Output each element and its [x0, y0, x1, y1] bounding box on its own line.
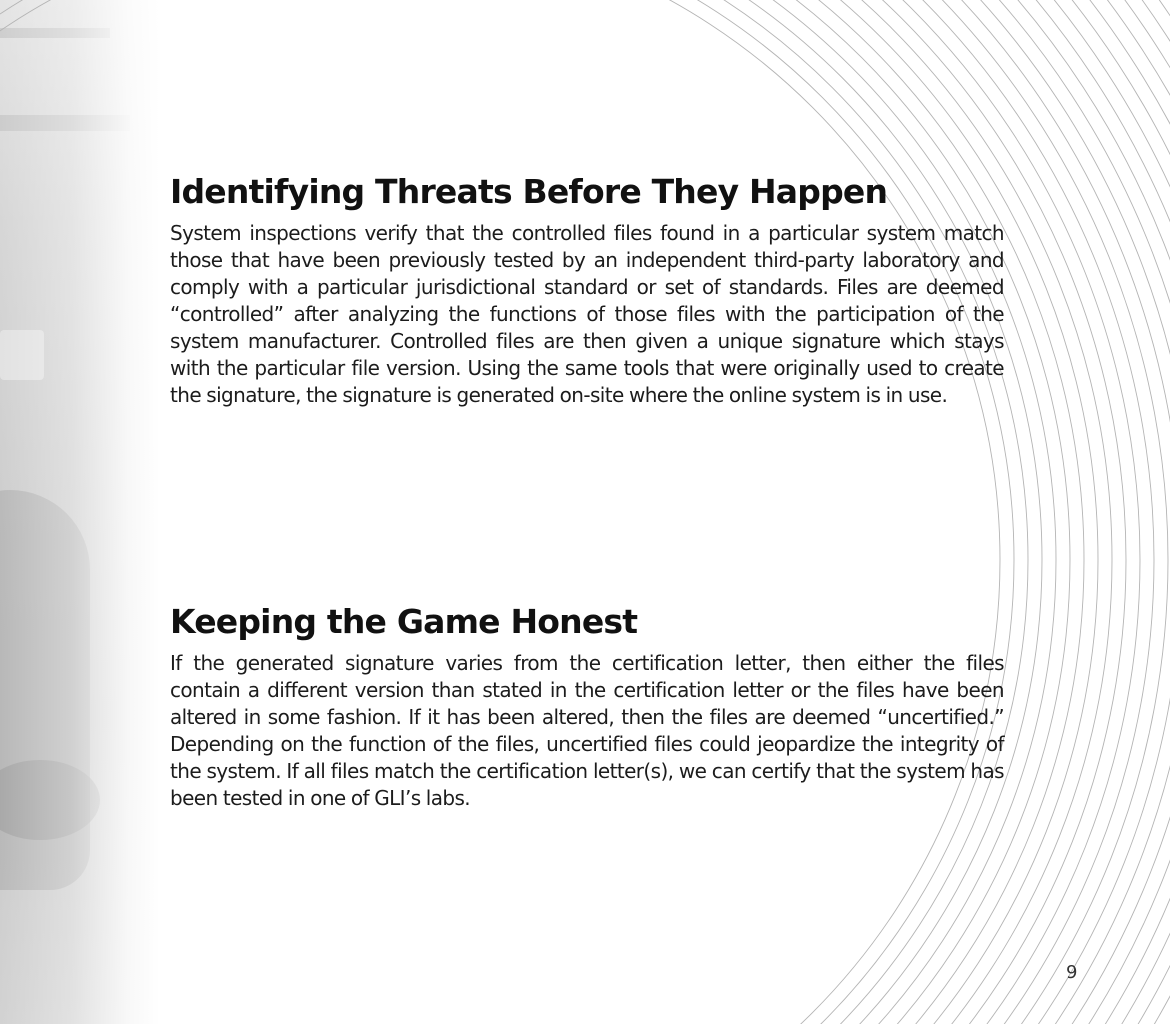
- section-identifying-threats: [170, 170, 1004, 409]
- section-heading: Identifying Threats Before They Happen: [170, 172, 888, 211]
- page-number: 9: [1066, 962, 1078, 983]
- section-heading: Keeping the Game Honest: [170, 602, 638, 641]
- section-body: If the generated signature varies from the certification letter, then either the files contain a different version than stated in the certification letter or the files have been altered in some fashion. If it has been altered, then the files are deemed “uncertified.” Depending on the function of the files, uncertified files could jeopardize the integrity of the system. If all files match the certification letter(s), we can certify that the system has been tested in one of GLI’s labs.: [170, 651, 1004, 810]
- section-body: System inspections verify that the controlled files found in a particular system match those that have been previously tested by an independent third-party laboratory and comply with a particular jurisdictional standard or set of standards. Files are deemed “controlled” after analyzing the functions of those files with the participation of the system manufacturer. Controlled files are then given a unique signature which stays with the particular file version. Using the same tools that were originally used to create the signature, the signature is generated on-site where the online system is in use.: [170, 221, 1004, 407]
- section-keeping-game-honest: [170, 600, 1004, 812]
